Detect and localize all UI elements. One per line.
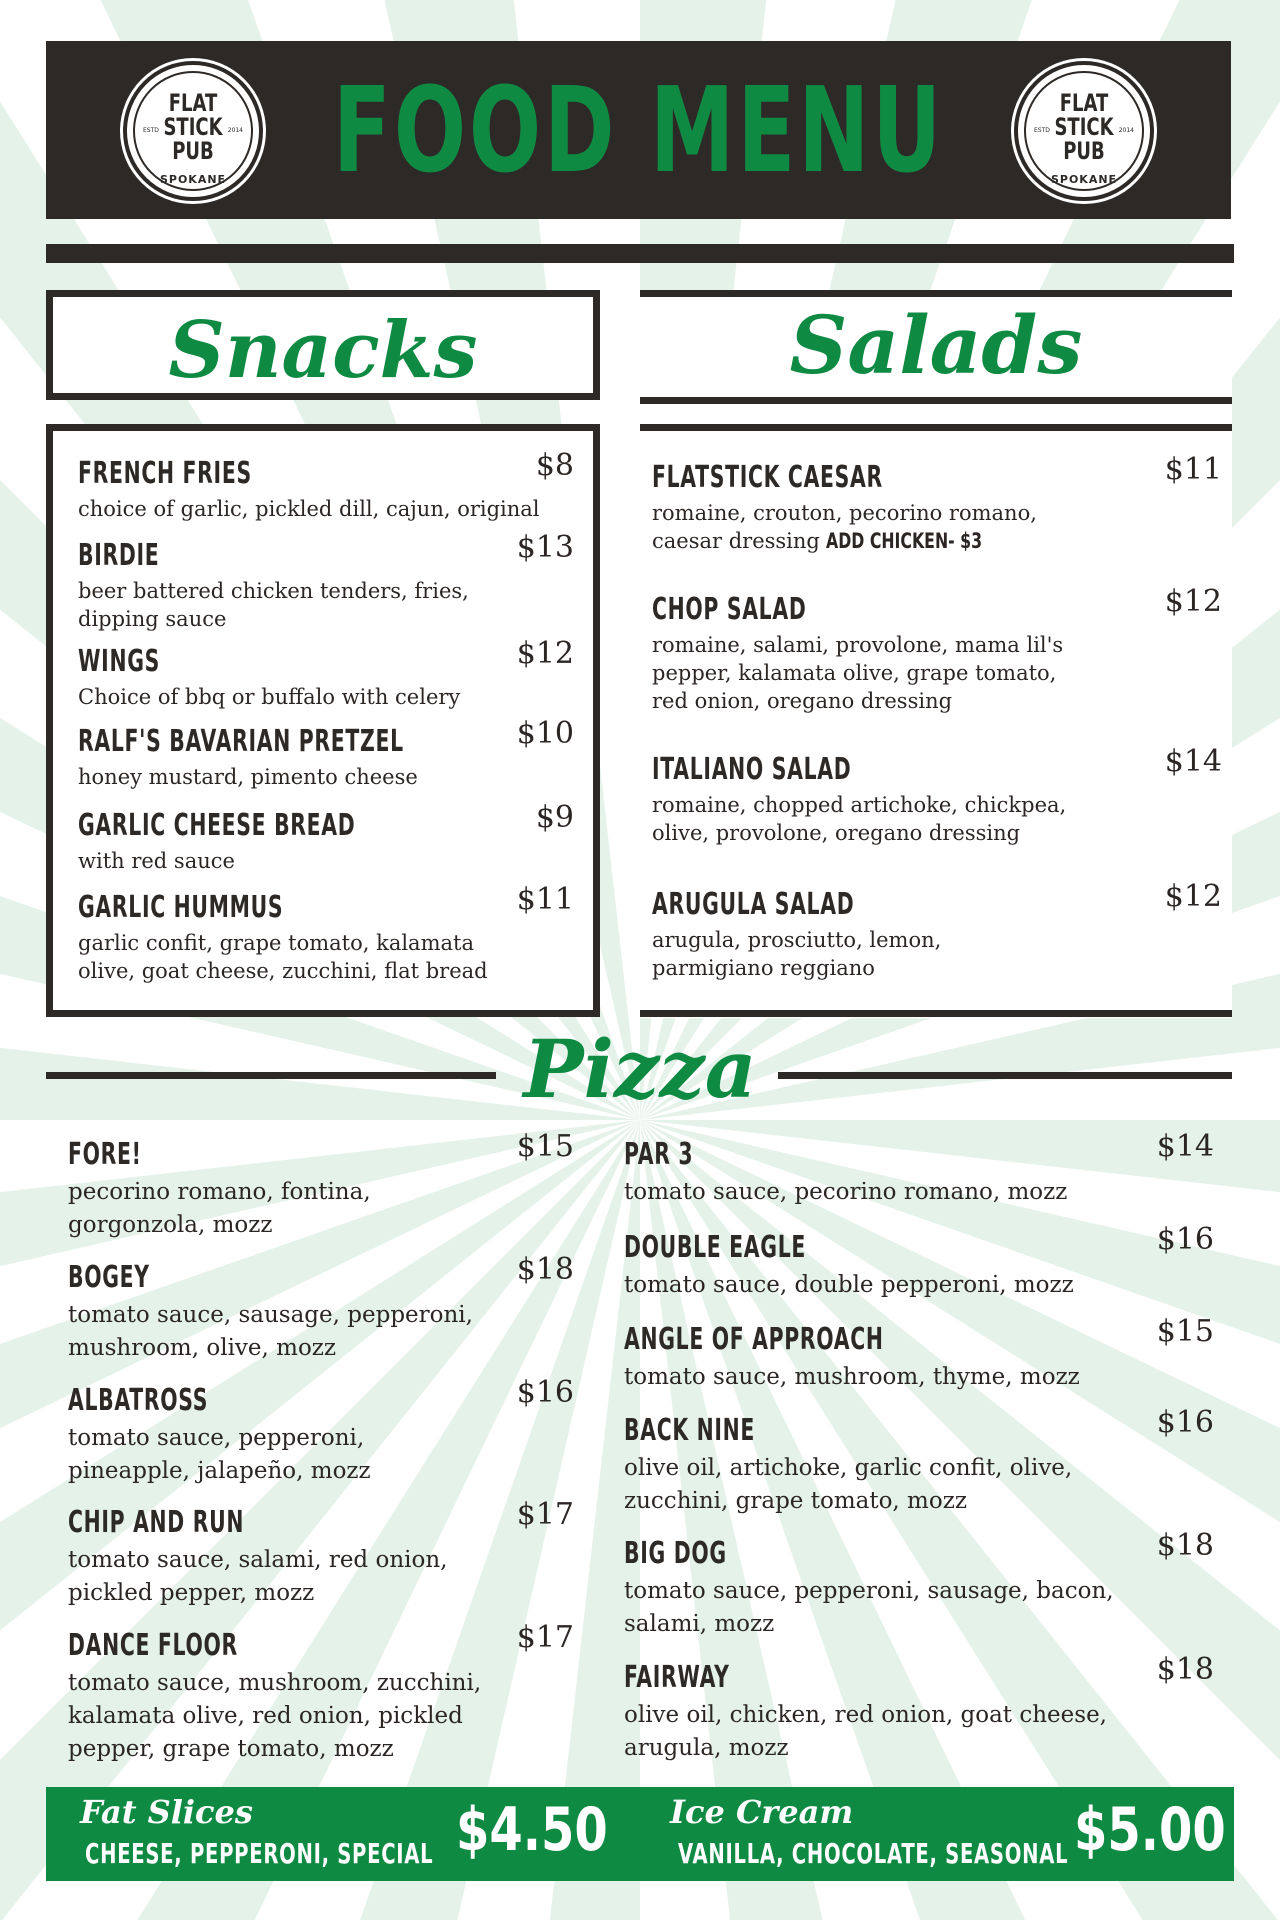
menu-item — [624, 1413, 1144, 1518]
item-price: $17 — [516, 1497, 574, 1532]
menu-item — [652, 752, 1122, 847]
item-description: tomato sauce, pecorino romano, mozz — [624, 1179, 1068, 1205]
page-title: FOOD MENU — [332, 61, 945, 199]
item-description: garlic confit, grape tomato, kalamata olive, goat cheese, zucchini, flat bread — [78, 931, 488, 983]
item-description: tomato sauce, mushroom, zucchini, kalamata olive, red onion, pickled pepper, grape tomato, mozz — [68, 1670, 482, 1762]
item-description: tomato sauce, pepperoni, pineapple, jalapeño, mozz — [68, 1425, 371, 1484]
item-price: $15 — [516, 1129, 574, 1164]
item-name: BOGEY — [68, 1260, 150, 1295]
snacks-title: Snacks — [168, 305, 478, 396]
item-price: $16 — [1156, 1405, 1214, 1440]
item-price: $11 — [516, 882, 574, 917]
item-price: $13 — [516, 530, 574, 565]
item-name: ALBATROSS — [68, 1383, 209, 1418]
item-description: romaine, salami, provolone, mama lil's pepper, kalamata olive, grape tomato, red onion, oregano dressing — [652, 633, 1064, 713]
menu-item — [652, 887, 1122, 982]
item-price: $15 — [1156, 1314, 1214, 1349]
item-price: $18 — [1156, 1652, 1214, 1687]
menu-item — [624, 1230, 1144, 1302]
item-name: FORE! — [68, 1137, 142, 1172]
item-description: tomato sauce, pepperoni, sausage, bacon, salami, mozz — [624, 1578, 1114, 1637]
item-price: $11 — [1164, 452, 1222, 487]
pizza-rule-left — [46, 1072, 496, 1079]
item-description: Choice of bbq or buffalo with celery — [78, 685, 461, 709]
item-description: tomato sauce, double pepperoni, mozz — [624, 1272, 1074, 1298]
item-description: romaine, crouton, pecorino romano, caesar dressing ADD CHICKEN- $3 — [652, 501, 1037, 553]
item-description: arugula, prosciutto, lemon, parmigiano reggiano — [652, 928, 942, 980]
item-description: tomato sauce, sausage, pepperoni, mushroom, olive, mozz — [68, 1302, 473, 1361]
flatstick-pub-logo-right: FLAT STICK PUB ESTD 2014 SPOKANE — [1014, 61, 1154, 201]
item-name: ARUGULA SALAD — [652, 887, 855, 922]
item-description: olive oil, artichoke, garlic confit, olive, zucchini, grape tomato, mozz — [624, 1455, 1073, 1514]
menu-item — [652, 460, 1122, 555]
item-name: CHIP AND RUN — [68, 1505, 245, 1540]
item-price: $16 — [516, 1375, 574, 1410]
footer-specials-bar — [46, 1787, 1234, 1881]
header-banner — [46, 41, 1231, 219]
item-price: $9 — [535, 800, 574, 835]
item-description: romaine, chopped artichoke, chickpea, olive, provolone, oregano dressing — [652, 793, 1067, 845]
ice-cream-options: VANILLA, CHOCOLATE, SEASONAL — [678, 1837, 1069, 1870]
item-price: $12 — [516, 636, 574, 671]
fat-slices-options: CHEESE, PEPPERONI, SPECIAL — [85, 1837, 434, 1870]
fat-slices-title: Fat Slices — [80, 1793, 253, 1831]
item-price: $18 — [1156, 1528, 1214, 1563]
item-name: WINGS — [78, 644, 161, 679]
item-description: honey mustard, pimento cheese — [78, 765, 418, 789]
pizza-title: Pizza — [523, 1022, 757, 1116]
menu-item — [652, 592, 1122, 715]
flatstick-pub-logo-left: FLAT STICK PUB ESTD 2014 SPOKANE — [123, 61, 263, 201]
item-name: DANCE FLOOR — [68, 1628, 238, 1663]
item-name: DOUBLE EAGLE — [624, 1230, 806, 1265]
item-price: $12 — [1164, 584, 1222, 619]
snacks-title-box — [46, 290, 600, 400]
ice-cream-title: Ice Cream — [670, 1793, 854, 1831]
item-name: BIRDIE — [78, 538, 160, 573]
item-description: with red sauce — [78, 849, 235, 873]
salads-title-rule — [640, 397, 1232, 404]
item-name: PAR 3 — [624, 1137, 694, 1172]
item-name: CHOP SALAD — [652, 592, 807, 627]
item-price: $17 — [516, 1620, 574, 1655]
item-name: FLATSTICK CAESAR — [652, 460, 883, 495]
item-name: GARLIC CHEESE BREAD — [78, 808, 356, 843]
item-price: $16 — [1156, 1222, 1214, 1257]
header-divider — [46, 244, 1234, 263]
item-description: choice of garlic, pickled dill, cajun, original — [78, 497, 540, 521]
item-name: GARLIC HUMMUS — [78, 890, 284, 925]
item-name: ANGLE OF APPROACH — [624, 1322, 884, 1357]
salads-top-rule — [640, 290, 1232, 297]
item-name: FAIRWAY — [624, 1660, 730, 1695]
item-description: tomato sauce, mushroom, thyme, mozz — [624, 1364, 1080, 1390]
item-description: tomato sauce, salami, red onion, pickled pepper, mozz — [68, 1547, 448, 1606]
ice-cream-price: $5.00 — [1074, 1795, 1226, 1865]
menu-item — [624, 1322, 1144, 1394]
item-name: RALF'S BAVARIAN PRETZEL — [78, 724, 404, 759]
item-name: FRENCH FRIES — [78, 456, 252, 491]
item-name: BACK NINE — [624, 1413, 756, 1448]
salads-list-rule-bottom — [640, 1010, 1232, 1017]
item-description: pecorino romano, fontina, gorgonzola, mozz — [68, 1179, 371, 1238]
menu-item — [624, 1660, 1144, 1765]
item-name: ITALIANO SALAD — [652, 752, 852, 787]
item-price: $10 — [516, 716, 574, 751]
item-description: beer battered chicken tenders, fries, dipping sauce — [78, 579, 469, 631]
item-price: $14 — [1156, 1129, 1214, 1164]
add-on-note: ADD CHICKEN- $3 — [825, 529, 982, 553]
menu-item — [624, 1536, 1144, 1641]
item-price: $8 — [535, 448, 574, 483]
salads-title: Salads — [789, 298, 1083, 392]
item-price: $18 — [516, 1252, 574, 1287]
item-name: BIG DOG — [624, 1536, 727, 1571]
item-price: $14 — [1164, 744, 1222, 779]
item-description: olive oil, chicken, red onion, goat cheese, arugula, mozz — [624, 1702, 1107, 1761]
menu-item — [624, 1137, 1144, 1209]
fat-slices-price: $4.50 — [456, 1795, 608, 1865]
pizza-rule-right — [778, 1072, 1232, 1079]
item-price: $12 — [1164, 879, 1222, 914]
salads-list-rule-top — [640, 424, 1232, 431]
